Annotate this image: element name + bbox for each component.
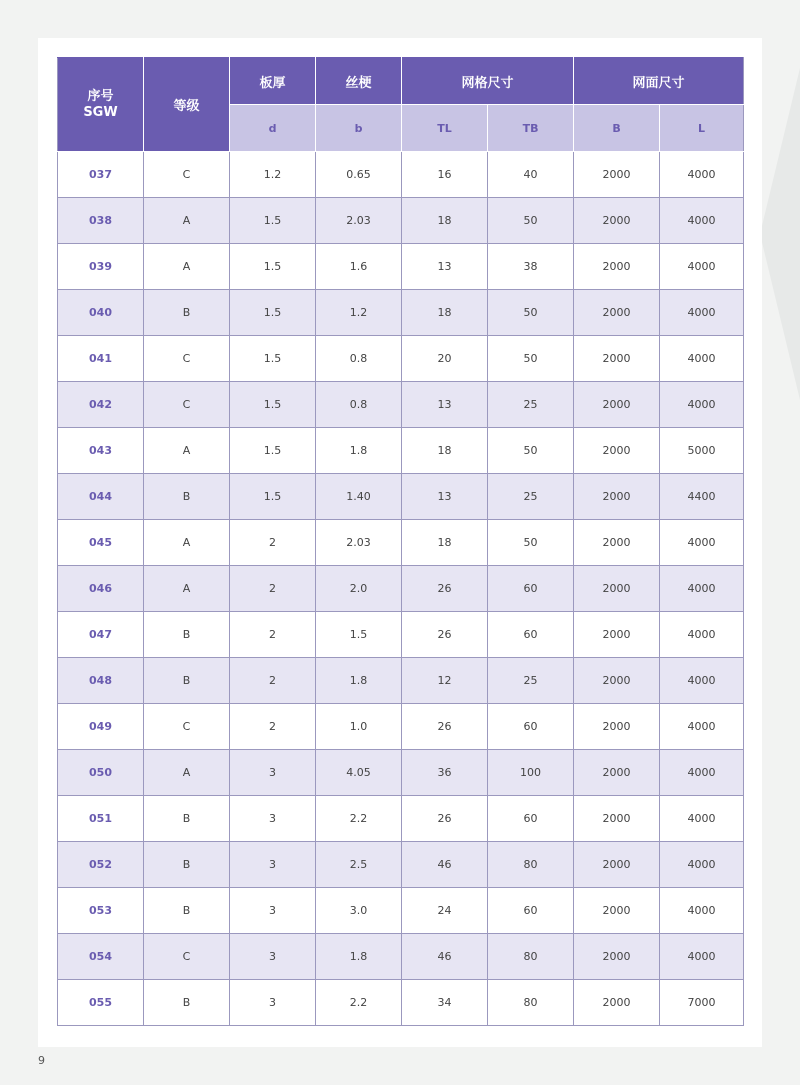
table-row	[58, 382, 744, 428]
table-row	[58, 796, 744, 842]
cell-tl: 20	[402, 336, 488, 382]
table-row	[58, 152, 744, 198]
cell-grade: A	[144, 428, 230, 474]
cell-tl: 26	[402, 612, 488, 658]
cell-serial: 054	[58, 934, 144, 980]
cell-thickness: 3	[230, 934, 316, 980]
cell-grade: B	[144, 888, 230, 934]
header-serial-line1: 序号	[87, 88, 114, 104]
cell-grade: A	[144, 520, 230, 566]
document-page	[38, 38, 762, 1047]
cell-serial: 040	[58, 290, 144, 336]
header-row-main	[58, 58, 744, 105]
cell-panel-b: 2000	[574, 244, 660, 290]
cell-strand: 1.0	[316, 704, 402, 750]
cell-tb: 60	[488, 612, 574, 658]
cell-tl: 34	[402, 980, 488, 1026]
cell-thickness: 3	[230, 842, 316, 888]
cell-tb: 50	[488, 520, 574, 566]
header-serial-line2: SGW	[83, 104, 118, 120]
cell-panel-b: 2000	[574, 842, 660, 888]
page-number: 9	[38, 1054, 45, 1067]
cell-panel-b: 2000	[574, 474, 660, 520]
cell-panel-l: 4000	[660, 842, 744, 888]
cell-panel-b: 2000	[574, 428, 660, 474]
table-row	[58, 474, 744, 520]
cell-tl: 18	[402, 520, 488, 566]
cell-serial: 042	[58, 382, 144, 428]
table-row	[58, 934, 744, 980]
cell-panel-l: 4000	[660, 658, 744, 704]
cell-strand: 4.05	[316, 750, 402, 796]
cell-grade: B	[144, 658, 230, 704]
cell-grade: C	[144, 382, 230, 428]
cell-tl: 46	[402, 842, 488, 888]
cell-grade: B	[144, 474, 230, 520]
cell-panel-b: 2000	[574, 980, 660, 1026]
cell-strand: 1.8	[316, 428, 402, 474]
cell-strand: 1.5	[316, 612, 402, 658]
cell-serial: 050	[58, 750, 144, 796]
cell-grade: C	[144, 336, 230, 382]
cell-grade: A	[144, 198, 230, 244]
cell-thickness: 1.5	[230, 198, 316, 244]
cell-serial: 047	[58, 612, 144, 658]
cell-serial: 051	[58, 796, 144, 842]
cell-tb: 80	[488, 980, 574, 1026]
cell-tb: 60	[488, 888, 574, 934]
cell-panel-l: 4000	[660, 934, 744, 980]
table-row	[58, 290, 744, 336]
cell-tl: 18	[402, 290, 488, 336]
cell-thickness: 2	[230, 658, 316, 704]
cell-thickness: 2	[230, 520, 316, 566]
cell-thickness: 1.5	[230, 336, 316, 382]
cell-thickness: 3	[230, 750, 316, 796]
cell-panel-l: 4000	[660, 704, 744, 750]
cell-tb: 60	[488, 566, 574, 612]
cell-strand: 2.0	[316, 566, 402, 612]
spec-table	[57, 57, 744, 1026]
cell-panel-b: 2000	[574, 382, 660, 428]
table-row	[58, 566, 744, 612]
cell-serial: 045	[58, 520, 144, 566]
subheader-panel-l: L	[660, 105, 744, 152]
cell-grade: B	[144, 796, 230, 842]
header-mesh-size: 网格尺寸	[402, 58, 574, 105]
cell-grade: A	[144, 244, 230, 290]
cell-strand: 0.8	[316, 336, 402, 382]
header-grade: 等级	[144, 58, 230, 152]
subheader-tb: TB	[488, 105, 574, 152]
cell-thickness: 1.5	[230, 290, 316, 336]
cell-strand: 1.2	[316, 290, 402, 336]
cell-panel-l: 4000	[660, 382, 744, 428]
cell-thickness: 2	[230, 704, 316, 750]
cell-tb: 25	[488, 382, 574, 428]
cell-panel-b: 2000	[574, 612, 660, 658]
cell-serial: 048	[58, 658, 144, 704]
cell-grade: A	[144, 750, 230, 796]
table-row	[58, 612, 744, 658]
cell-grade: C	[144, 152, 230, 198]
cell-grade: C	[144, 704, 230, 750]
cell-panel-b: 2000	[574, 796, 660, 842]
cell-panel-b: 2000	[574, 520, 660, 566]
cell-tl: 26	[402, 704, 488, 750]
table-row	[58, 842, 744, 888]
cell-grade: B	[144, 612, 230, 658]
cell-tl: 16	[402, 152, 488, 198]
cell-strand: 2.2	[316, 796, 402, 842]
cell-grade: C	[144, 934, 230, 980]
cell-tb: 60	[488, 704, 574, 750]
cell-serial: 052	[58, 842, 144, 888]
cell-panel-b: 2000	[574, 336, 660, 382]
table-row	[58, 428, 744, 474]
header-plate-thickness: 板厚	[230, 58, 316, 105]
cell-panel-b: 2000	[574, 198, 660, 244]
cell-panel-l: 4000	[660, 612, 744, 658]
table-header	[58, 58, 744, 152]
cell-panel-l: 4000	[660, 796, 744, 842]
cell-thickness: 1.5	[230, 382, 316, 428]
cell-tl: 18	[402, 428, 488, 474]
cell-grade: A	[144, 566, 230, 612]
cell-panel-b: 2000	[574, 934, 660, 980]
cell-serial: 053	[58, 888, 144, 934]
cell-strand: 0.65	[316, 152, 402, 198]
cell-tl: 24	[402, 888, 488, 934]
table-body	[58, 152, 744, 1026]
cell-thickness: 1.5	[230, 244, 316, 290]
cell-strand: 1.6	[316, 244, 402, 290]
cell-tl: 12	[402, 658, 488, 704]
cell-panel-l: 4000	[660, 520, 744, 566]
cell-panel-b: 2000	[574, 152, 660, 198]
cell-thickness: 1.5	[230, 474, 316, 520]
cell-tl: 26	[402, 796, 488, 842]
cell-grade: B	[144, 980, 230, 1026]
cell-thickness: 1.2	[230, 152, 316, 198]
background-decoration	[760, 68, 800, 400]
cell-serial: 043	[58, 428, 144, 474]
cell-panel-l: 4000	[660, 566, 744, 612]
cell-tb: 40	[488, 152, 574, 198]
cell-tl: 13	[402, 474, 488, 520]
cell-tb: 60	[488, 796, 574, 842]
table-row	[58, 888, 744, 934]
cell-panel-b: 2000	[574, 888, 660, 934]
cell-tb: 50	[488, 198, 574, 244]
cell-tb: 80	[488, 842, 574, 888]
cell-thickness: 3	[230, 980, 316, 1026]
cell-strand: 2.03	[316, 520, 402, 566]
cell-strand: 1.40	[316, 474, 402, 520]
cell-panel-l: 4000	[660, 198, 744, 244]
cell-tl: 46	[402, 934, 488, 980]
cell-thickness: 1.5	[230, 428, 316, 474]
cell-panel-b: 2000	[574, 658, 660, 704]
cell-grade: B	[144, 842, 230, 888]
table-row	[58, 198, 744, 244]
cell-tl: 36	[402, 750, 488, 796]
cell-thickness: 2	[230, 566, 316, 612]
cell-thickness: 2	[230, 612, 316, 658]
cell-serial: 055	[58, 980, 144, 1026]
cell-panel-l: 5000	[660, 428, 744, 474]
cell-strand: 0.8	[316, 382, 402, 428]
subheader-panel-b: B	[574, 105, 660, 152]
cell-thickness: 3	[230, 796, 316, 842]
cell-panel-l: 4000	[660, 888, 744, 934]
cell-grade: B	[144, 290, 230, 336]
cell-tb: 38	[488, 244, 574, 290]
subheader-d: d	[230, 105, 316, 152]
cell-tb: 100	[488, 750, 574, 796]
cell-panel-l: 4000	[660, 152, 744, 198]
cell-tb: 25	[488, 474, 574, 520]
cell-panel-b: 2000	[574, 566, 660, 612]
header-panel-size: 网面尺寸	[574, 58, 744, 105]
cell-panel-l: 4000	[660, 244, 744, 290]
cell-panel-l: 4000	[660, 750, 744, 796]
cell-strand: 2.03	[316, 198, 402, 244]
cell-serial: 039	[58, 244, 144, 290]
table-row	[58, 750, 744, 796]
table-row	[58, 980, 744, 1026]
cell-tl: 26	[402, 566, 488, 612]
cell-thickness: 3	[230, 888, 316, 934]
cell-tb: 50	[488, 336, 574, 382]
cell-panel-l: 7000	[660, 980, 744, 1026]
cell-panel-b: 2000	[574, 750, 660, 796]
cell-tb: 50	[488, 290, 574, 336]
cell-strand: 2.2	[316, 980, 402, 1026]
cell-panel-b: 2000	[574, 704, 660, 750]
cell-tb: 80	[488, 934, 574, 980]
cell-serial: 041	[58, 336, 144, 382]
subheader-tl: TL	[402, 105, 488, 152]
cell-tl: 18	[402, 198, 488, 244]
table-row	[58, 658, 744, 704]
cell-panel-b: 2000	[574, 290, 660, 336]
cell-serial: 037	[58, 152, 144, 198]
cell-tb: 50	[488, 428, 574, 474]
cell-strand: 2.5	[316, 842, 402, 888]
subheader-b: b	[316, 105, 402, 152]
cell-serial: 046	[58, 566, 144, 612]
cell-tl: 13	[402, 382, 488, 428]
table-row	[58, 704, 744, 750]
table-row	[58, 244, 744, 290]
cell-strand: 1.8	[316, 934, 402, 980]
cell-tl: 13	[402, 244, 488, 290]
header-strand: 丝梗	[316, 58, 402, 105]
header-serial	[58, 58, 144, 152]
cell-strand: 3.0	[316, 888, 402, 934]
table-row	[58, 520, 744, 566]
cell-panel-l: 4000	[660, 336, 744, 382]
cell-tb: 25	[488, 658, 574, 704]
table-row	[58, 336, 744, 382]
cell-serial: 049	[58, 704, 144, 750]
cell-panel-l: 4000	[660, 290, 744, 336]
cell-panel-l: 4400	[660, 474, 744, 520]
cell-strand: 1.8	[316, 658, 402, 704]
cell-serial: 044	[58, 474, 144, 520]
cell-serial: 038	[58, 198, 144, 244]
